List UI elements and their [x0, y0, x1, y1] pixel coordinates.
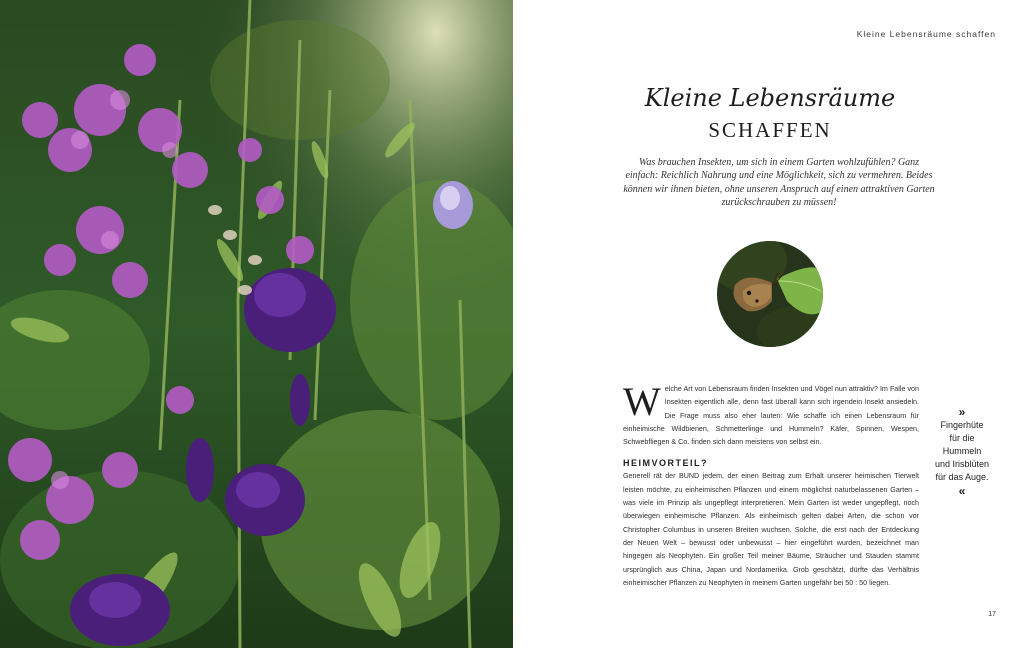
quote-close-mark: « — [958, 484, 966, 498]
title-caps: SCHAFFEN — [708, 118, 832, 142]
butterfly-photo — [717, 241, 823, 347]
drop-cap: W — [623, 379, 661, 424]
title-script: Kleine Lebensräume — [644, 84, 896, 112]
paragraph-intro — [623, 379, 919, 449]
intro-text: Was brauchen Insekten, um sich in einem Garten wohlzufühlen? Ganz einfach: Reichlich Nahrung und eine Möglichkeit, sich zu vermehren. Beides können wir ihnen bieten, ohne unseren Anspruch auf einen attraktiven Garten zurückschrauben zu müssen! — [623, 157, 935, 208]
quote-open-mark: » — [958, 405, 966, 419]
pull-quote — [934, 405, 990, 498]
running-head: Kleine Lebensräume schaffen — [856, 29, 996, 39]
paragraph-1-text: elche Art von Lebensraum finden Insekten und Vögel nun attraktiv? Im Falle von Insekten eigentlich alle, denn fast überall kann sich irgendein Insekt ansiedeln. Die Frage muss also eher lauten: Wie schaffe ich einen Lebensraum für einheimische Wildbienen, Schmetterlinge und Hummeln? Käfer, Spinnen, Wespen, Schwebfliegen & Co. finden sich dann meistens von selbst ein. — [623, 385, 919, 447]
garden-photo — [0, 0, 513, 648]
subheading: HEIMVORTEIL? — [623, 458, 708, 469]
body-text — [623, 379, 919, 590]
page-number: 17 — [988, 611, 996, 618]
paragraph-2: Generell rät der BUND jedem, der einen Beitrag zum Erhalt unserer heimischen Tierwelt leisten möchte, zu einheimischen Pflanzen und einem möglichst naturbelassenen Garten – was viele im Prinzip als ungepflegt interpretieren. Mein Garten ist weder ungepflegt, noch überwiegen einheimische Pflanzen. Als einheimisch gelten dabei Arten, die schon vor Christopher Columbus in unseren Breiten wuchsen. Solche, die erst nach der Entdeckung der Neuen Welt – bewusst oder unbewusst – hier eingeführt wurden, bezeichnet man hingegen als Neophyten. Ein großer Teil meiner Bäume, Sträucher und Stauden stammt ursprünglich aus China, Japan und Nordamerika. Grob geschätzt, dürfte das Verhältnis einheimischer Pflanzen zu Neophyten in meinem Garten ungefähr bei 50 : 50 liegen. — [623, 472, 919, 587]
quote-text: Fingerhüte für die Hummeln und Irisblüten für das Auge. — [934, 420, 990, 482]
text-page — [513, 0, 1027, 648]
